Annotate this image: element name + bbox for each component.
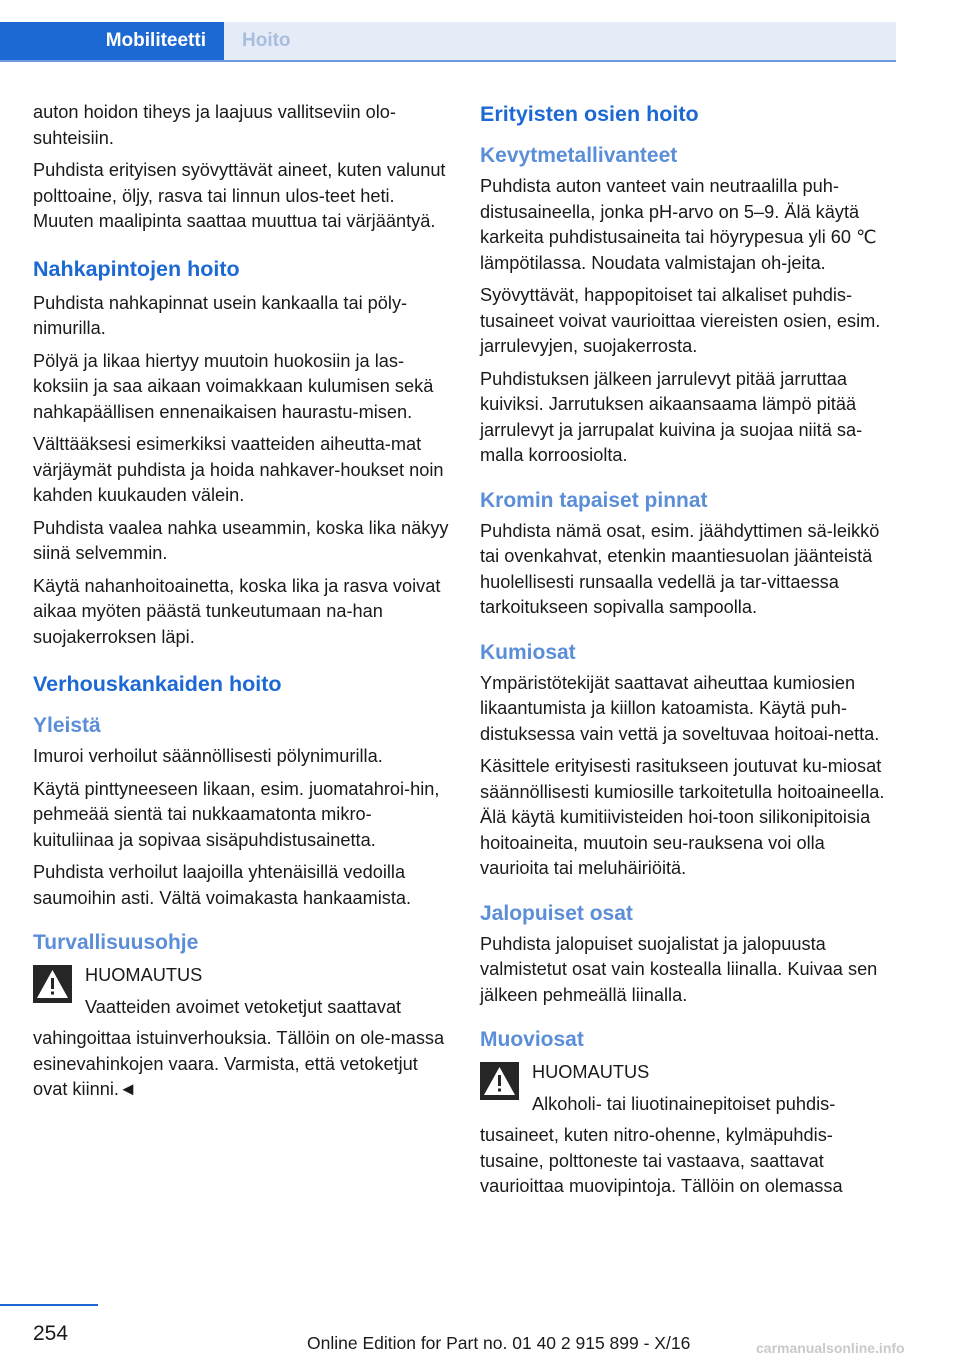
subheading-kumiosat: Kumiosat bbox=[480, 640, 576, 664]
paragraph: Puhdista nahkapinnat usein kankaalla tai pöly-nimurilla. bbox=[33, 292, 408, 338]
section-heading-nahkapintojen-hoito: Nahkapintojen hoito bbox=[33, 256, 240, 281]
warning-text: Vaatteiden avoimet vetoketjut saattavat bbox=[85, 996, 402, 1017]
paragraph: auton hoidon tiheys ja laajuus vallitseviin olo-suhteisiin. bbox=[33, 102, 396, 148]
paragraph: Puhdista verhoilut laajoilla yhtenäisillä vedoilla saumoihin asti. Vältä voimakasta hankaamista. bbox=[33, 862, 412, 908]
paragraph: Puhdista erityisen syövyttävät aineet, kuten valunut polttoaine, öljy, rasva tai linnun ulos-teet heti. Muuten maalipinta saattaa muuttua tai värjääntyä. bbox=[33, 160, 446, 231]
footer-divider bbox=[0, 1304, 98, 1306]
right-column bbox=[480, 100, 896, 1200]
warning-triangle-icon bbox=[33, 965, 72, 1003]
subheading-jalopuiset-osat: Jalopuiset osat bbox=[480, 901, 633, 925]
left-column bbox=[33, 100, 449, 1103]
subheading-kromin-tapaiset-pinnat: Kromin tapaiset pinnat bbox=[480, 488, 708, 512]
paragraph: Syövyttävät, happopitoiset tai alkaliset puhdis-tusaineet voivat vaurioittaa viereisten osien, esim. jarrulevyjen, suojakerrosta. bbox=[480, 285, 881, 356]
subheading-turvallisuusohje: Turvallisuusohje bbox=[33, 931, 199, 954]
paragraph: Puhdista nämä osat, esim. jäähdyttimen sä-leikkö tai ovenkahvat, etenkin maantiesuolan jäänteistä huolellisesti runsaalla vedellä ja tar-vittaessa tarkoitukseen sopivalla sampoolla. bbox=[480, 520, 880, 617]
tab-mobiliteetti[interactable]: Mobiliteetti bbox=[0, 22, 224, 60]
warning-triangle-icon bbox=[480, 1062, 519, 1100]
paragraph: Imuroi verhoilut säännöllisesti pölynimurilla. bbox=[33, 746, 383, 766]
paragraph: Ympäristötekijät saattavat aiheuttaa kumiosien likaantumista ja kiillon katoamista. Käytä puh-distuksessa vain vettä ja soveltuvaa hoitoai-netta. bbox=[480, 672, 880, 744]
tab-hoito[interactable]: Hoito bbox=[224, 22, 896, 60]
subheading-kevytmetallivanteet: Kevytmetallivanteet bbox=[480, 144, 678, 167]
paragraph: Puhdista vaalea nahka useammin, koska lika näkyy siinä selvemmin. bbox=[33, 517, 449, 563]
section-heading-erityisten-osien-hoito: Erityisten osien hoito bbox=[480, 102, 699, 126]
paragraph: Puhdista auton vanteet vain neutraalilla puh-distusaineella, jonka pH-arvo on 5–9. Älä käytä karkeita puhdistusaineita tai höyrypesua yli 60 ℃ lämpötilassa. Noudata valmistajan oh-jeita. bbox=[480, 176, 877, 273]
header-bar bbox=[0, 0, 960, 62]
warning-text: tusaineet, kuten nitro-ohenne, kylmäpuhdis-tusaine, polttoneste tai vastaava, saattavat vaurioittaa muovipintoja. Tällöin on olemassa bbox=[480, 1125, 843, 1196]
paragraph: Käytä pinttyneeseen likaan, esim. juomatahroi-hin, pehmeää sientä tai nukkaamatonta mikro-kuituliinaa ja sopivaa sisäpuhdistusainetta. bbox=[33, 778, 440, 850]
paragraph: Käytä nahanhoitoainetta, koska lika ja rasva voivat aikaa myöten päästä tunkeutumaan na-han suojakerroksen läpi. bbox=[33, 575, 441, 647]
warning-box bbox=[480, 1060, 896, 1200]
paragraph: Puhdista jalopuiset suojalistat ja jalopuusta valmistetut osat vain kostealla liinalla. Kuivaa sen jälkeen pehmeällä liinalla. bbox=[480, 933, 878, 1005]
subheading-muoviosat: Muoviosat bbox=[480, 1028, 584, 1051]
paragraph: Välttääksesi esimerkiksi vaatteiden aiheutta-mat värjäymät puhdista ja hoida nahkaver-houkset noin kahden kuukauden välein. bbox=[33, 434, 444, 505]
paragraph: Käsittele erityisesti rasitukseen joutuvat ku-miosat säännöllisesti kumiosille tarkoitetulla hoitoaineella. Älä käytä kumitiivisteiden hoi-toon silikonipitoisia hoitoaineita, muutoin seu-rauksena voi olla vaurioita tai meluhäiriöitä. bbox=[480, 756, 885, 878]
section-heading-verhouskankaiden-hoito: Verhouskankaiden hoito bbox=[33, 672, 282, 696]
warning-text: Alkoholi- tai liuotinainepitoiset puhdis- bbox=[532, 1093, 836, 1114]
page-number: 254 bbox=[33, 1322, 69, 1345]
warning-box bbox=[33, 963, 449, 1103]
warning-title: HUOMAUTUS bbox=[85, 965, 203, 985]
paragraph: Pölyä ja likaa hiertyy muutoin huokosiin ja las-koksiin ja saa aikaan voimakkaan kulumisen sekä nahkapäällisen ennenaikaisen haurastu-misen. bbox=[33, 350, 434, 422]
watermark: carmanualsonline.info bbox=[756, 1340, 905, 1356]
edition-note: Online Edition for Part no. 01 40 2 915 899 - X/16 bbox=[307, 1333, 691, 1353]
subheading-yleista: Yleistä bbox=[33, 714, 101, 737]
header-divider bbox=[0, 60, 896, 62]
warning-title: HUOMAUTUS bbox=[532, 1062, 650, 1082]
warning-text: vahingoittaa istuinverhouksia. Tällöin on ole-massa esinevahinkojen vaara. Varmista, että vetoketjut ovat kiinni.◄ bbox=[33, 1028, 445, 1099]
paragraph: Puhdistuksen jälkeen jarrulevyt pitää jarruttaa kuiviksi. Jarrutuksen aikaansaama lämpö pitää jarrulevyt ja jarrupalat kuivina ja suojaa niitä sa-malla korroosiolta. bbox=[480, 368, 863, 465]
